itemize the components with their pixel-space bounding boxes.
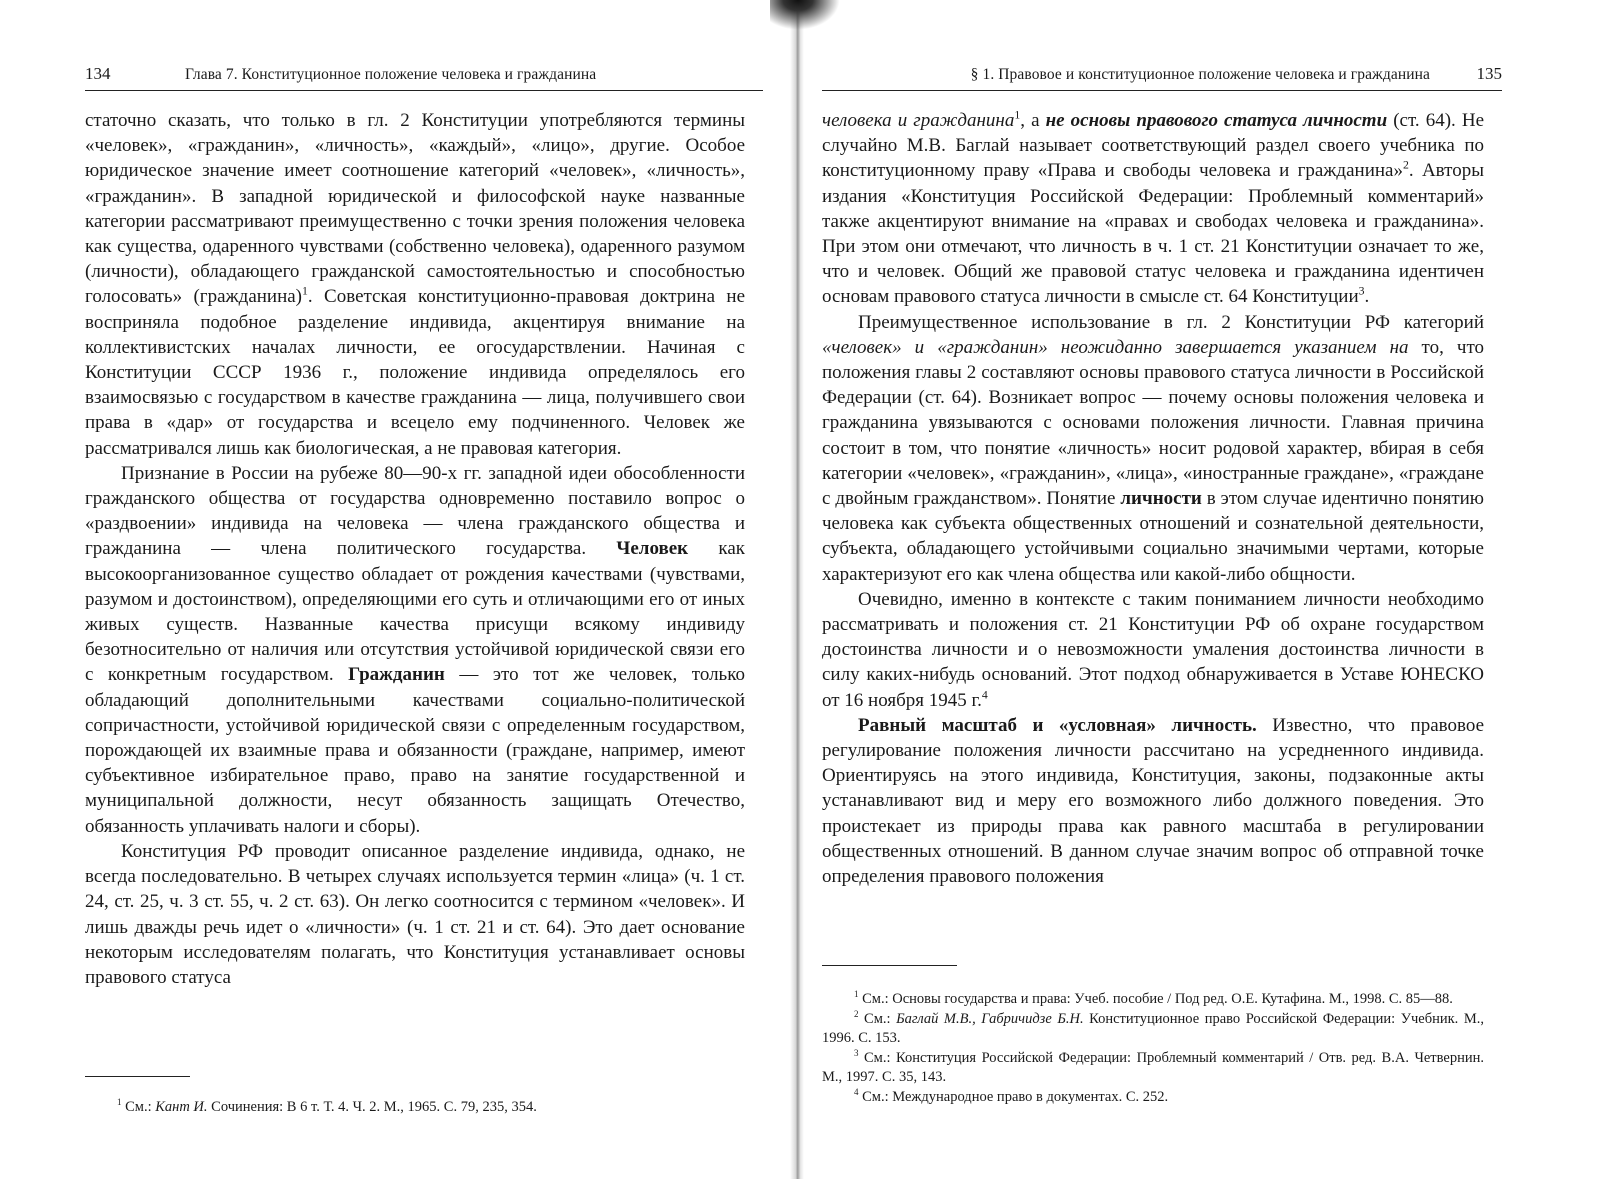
section-title: § 1. Правовое и конституционное положение человека и гражданина (970, 66, 1430, 83)
right-paragraph-4: Равный масштаб и «условная» личность. Известно, что правовое регулирование положения личности рассчитано на усредненного индивида. Ориентируясь на этого индивида, Конституция, законы, подзаконные акты устанавливают вид и меру его возможного либо должного поведения. Это проистекает из природы права как равного масштаба в регулировании общественных отношений. В данном случае значим вопрос об отправной точке определения правового положения (822, 714, 1484, 888)
subsection-heading: Равный масштаб и «условная» личность. (858, 714, 1257, 736)
left-paragraph-3: Конституция РФ проводит описанное разделение индивида, однако, не всегда последовательно. В четырех случаях используется термин «лица» (ч. 1 ст. 24, ст. 25, ч. 3 ст. 55, ч. 2 ст. 63). Он легко соотносится с термином «человек». И лишь дважды речь идет о «личности» (ч. 1 ст. 21 и ст. 64). Это дает основание некоторым исследователям полагать, что Конституция устанавливает основы правового статуса (85, 840, 745, 988)
chapter-title: Глава 7. Конституционное положение человека и гражданина (185, 66, 597, 83)
left-running-head (85, 62, 763, 91)
right-paragraph-3: Очевидно, именно в контексте с таким пониманием личности необходимо рассматривать и положения ст. 21 Конституции РФ об охране государством достоинства личности и о невозможности умаления достоинства личности в силу каких-нибудь оснований. Этот подход обнаруживается в Уставе ЮНЕСКО от 16 ноября 1945 г.$^4$ (822, 588, 1484, 711)
left-paragraph-2: Признание в России на рубеже 80—90-х гг. западной идеи обособленности гражданского общества от государства одновременно поставило вопрос о «раздвоении» индивида на человека — члена гражданского общества и гражданина — члена политического государства. Человек как высокоорганизованное существо обладает от рождения качествами (чувствами, разумом и достоинством), определяющими его суть и отличающими его от иных живых существ. Названные качества присущи всякому индивиду безотносительно от наличия или отсутствия устойчивой юридической связи его с конкретным государством. Гражданин — это тот же человек, только обладающий дополнительными качествами социально-политической сопричастности, устойчивой юридической связи с определенным государством, порождающей их взаимные права и обязанности (граждане, например, имеют субъективное избирательное право, право на занятие государственной и муниципальной должности, несут обязанность защищать Отечество, обязанность уплачивать налоги и сборы). (85, 462, 746, 837)
footnote-divider-right (822, 965, 957, 966)
left-footnotes (85, 1098, 745, 1118)
footnote-divider-left (85, 1076, 190, 1077)
term-grazhdanin: Гражданин (348, 664, 445, 686)
footnote-ref-1: 1 (302, 285, 308, 299)
binding-shadow (770, 0, 840, 30)
right-body-text (822, 108, 1484, 889)
right-paragraph-2: Преимущественное использование в гл. 2 Конституции РФ категорий «человек» и «гражданин» неожиданно завершается указанием на то, что положения главы 2 составляют основы правового статуса личности в Российской Федерации (ст. 64). Возникает вопрос — почему основы положения человека и гражданина увязываются с основами положения личности. Главная причина состоит в том, что понятие «личность» носит родовой характер, вбирая в себя категории «человек», «гражданин», «лица», «иностранные граждане», «граждане с двойным гражданством». Понятие личности в этом случае идентично понятию человека как субъекта общественных отношений и сознательной деятельности, субъекта, обладающего устойчивыми социально значимыми чертами, которые характеризуют его как члена общества или какой-либо общности. (822, 311, 1484, 585)
term-lichnost: личности (1120, 488, 1202, 510)
left-paragraph-1: статочно сказать, что только в гл. 2 Конституции употребляются термины «человек», «гражданин», «личность», «каждый», «лицо», другие. Особое юридическое значение имеет соотношение категорий «человек», «личность», «гражданин». В западной юридической и философской науке названные категории рассматривают преимущественно с точки зрения положения человека как существа, одаренного чувствами (собственно человека), одаренного разумом (личности), обладающего гражданской самостоятельностью и способностью голосовать» (гражданина)$^1$. Советская конституционно-правовая доктрина не восприняла подобное разделение индивида, акцентируя внимание на коллективистских началах личности, ее огосударствлении. Начиная с Конституции СССР 1936 г., положение индивида определялось его взаимосвязью с государством в качестве гражданина — лица, получившего свои права в «дар» от государства и всецело ему подчиненного. Человек же рассматривался лишь как биологическая, а не правовая категория. (85, 110, 745, 459)
left-body-text (85, 108, 745, 990)
right-paragraph-1: человека и гражданина$^1$, а не основы правового статуса личности (ст. 64). Не случайно М.В. Баглай называет соответствующий раздел своего учебника по конституционному праву «Права и свободы человека и гражданина»$^2$. Авторы издания «Конституция Российской Федерации: Проблемный комментарий» также акцентируют внимание на «правах и свободах человека и гражданина». При этом они отмечают, что личность в ч. 1 ст. 21 Конституции означает то же, что и человек. Общий же правовой статус человека и гражданина идентичен основам правового статуса личности в смысле ст. 64 Конституции$^3$. (822, 108, 1485, 308)
page-number-left: 134 (85, 64, 111, 83)
footnote-1: $^1$ См.: Кант И. Сочинения: В 6 т. Т. 4. Ч. 2. М., 1965. С. 79, 235, 354. (117, 1097, 537, 1115)
term-chelovek: Человек (616, 538, 689, 560)
footnote-r3: $^3$ См.: Конституция Российской Федерации: Проблемный комментарий / Отв. ред. В.А. Четвернин. М., 1997. С. 35, 143. (822, 1048, 1484, 1085)
right-running-head (822, 62, 1502, 91)
page-number-right: 135 (1476, 64, 1502, 83)
footnote-r1: $^1$ См.: Основы государства и права: Учеб. пособие / Под ред. О.Е. Кутафина. М., 1998. С. 85—88. (854, 989, 1453, 1007)
right-footnotes (822, 990, 1484, 1108)
book-gutter (790, 0, 804, 1179)
footnote-r2: $^2$ См.: Баглай М.В., Габричидзе Б.Н. Конституционное право Российской Федерации: Учебник. М., 1996. С. 153. (822, 1009, 1484, 1046)
footnote-r4: $^4$ См.: Международное право в документах. С. 252. (854, 1087, 1169, 1105)
